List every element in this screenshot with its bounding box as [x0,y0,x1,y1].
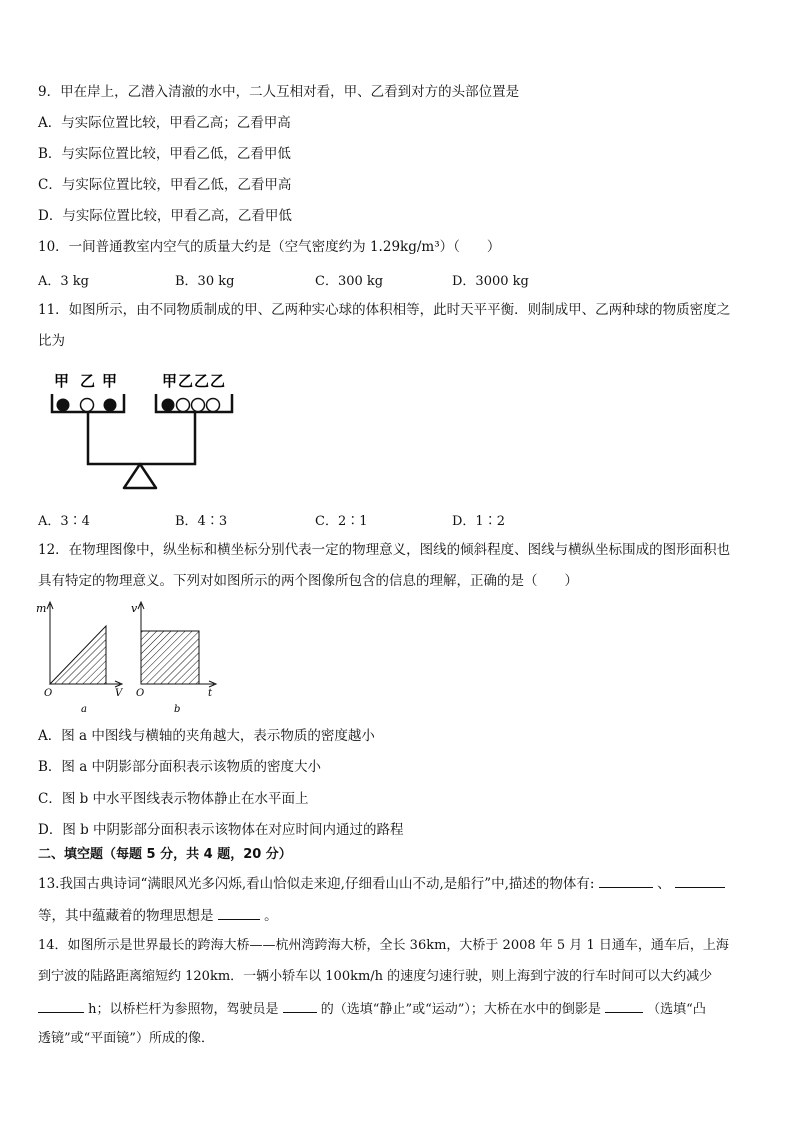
graph-a [36,602,124,715]
q10-option-c: C．300 kg [315,274,384,289]
graph-b-origin: O [136,688,145,699]
right-ball-label-4: 乙 [210,372,226,390]
graph-a-caption: a [81,704,87,715]
q11-stem-line2: 比为 [38,333,65,349]
q12-option-c: C．图 b 中水平图线表示物体静止在水平面上 [38,791,309,807]
q13-blank-3[interactable] [218,906,260,920]
q9-stem: 9．甲在岸上，乙潜入清澈的水中，二人互相对看，甲、乙看到对方的头部位置是 [38,84,520,100]
graph-b-shaded-area [141,631,199,684]
q9-option-d: D．与实际位置比较，甲看乙高，乙看甲低 [38,208,292,224]
q13-line2 [38,906,278,925]
q12-stem-line2: 具有特定的物理意义。下列对如图所示的两个图像所包含的信息的理解，正确的是（ ） [38,573,578,589]
graph-a-y-label: m [36,602,47,615]
q11-option-a: A．3∶4 [38,514,90,529]
q9-option-c: C．与实际位置比较，甲看乙低，乙看甲高 [38,177,292,193]
q13-text: 13.我国古典诗词“满眼风光多闪烁,看山恰似走来迎,仔细看山山不动,是船行”中,描述的物体有: [38,876,595,892]
right-ball-yi-2 [192,399,205,412]
section-heading-fill-in: 二、填空题（每题 5 分，共 4 题，20 分） [38,847,292,862]
left-ball-jia-1 [57,399,70,412]
q12-option-a: A．图 a 中图线与横轴的夹角越大，表示物质的密度越小 [38,728,375,744]
q14-line3-text-a: h；以桥栏杆为参照物，驾驶员是 [88,1002,279,1017]
q14-line4: 透镜”或“平面镜”）所成的像． [38,1031,214,1046]
q9-option-b: B．与实际位置比较，甲看乙低，乙看甲低 [38,146,291,162]
q9-option-a: A．与实际位置比较，甲看乙高；乙看甲高 [38,115,291,131]
q13-line2-end: 。 [264,908,278,924]
q10-option-b: B．30 kg [175,274,235,289]
q14-line3 [38,999,706,1019]
q14-line3-text-c: （选填“凸 [647,1002,706,1017]
graph-a-x-label: V [115,688,123,699]
q11-option-b: B．4∶3 [175,514,228,529]
right-ball-label-1: 甲 [162,372,178,390]
right-ball-label-2: 乙 [178,372,194,390]
q14-line3-text-b: 的（选填“静止”或“运动”）；大桥在水中的倒影是 [320,1002,601,1017]
graph-b [131,602,216,715]
q10-option-a: A．3 kg [38,274,89,289]
q13-line1 [38,874,725,893]
graphs-figure [32,600,232,716]
q14-blank-3[interactable] [605,999,643,1013]
graph-a-origin: O [44,688,53,699]
q10-option-d: D．3000 kg [452,274,529,289]
scale-fulcrum [124,464,156,488]
q13-blank-2[interactable] [675,874,725,888]
q12-stem-line1: 12．在物理图像中，纵坐标和横坐标分别代表一定的物理意义，图线的倾斜程度、图线与横纵坐标围成的图形面积也 [38,542,731,558]
q14-line2: 到宁波的陆路距离缩短约 120km．一辆小轿车以 100km/h 的速度匀速行驶，则上海到宁波的行车时间可以大约减少 [38,969,713,984]
q13-line2-text: 等，其中蕴藏着的物理思想是 [38,908,214,924]
right-ball-yi-3 [207,399,220,412]
q14-blank-2[interactable] [283,999,317,1013]
left-ball-label-3: 甲 [102,372,118,390]
left-ball-yi [81,399,94,412]
q11-stem-line1: 11．如图所示，由不同物质制成的甲、乙两种实心球的体积相等，此时天平平衡．则制成甲、乙两种球的物质密度之 [38,302,731,318]
q13-blank-1[interactable] [599,874,653,888]
q12-option-b: B．图 a 中阴影部分面积表示该物质的密度大小 [38,759,322,775]
left-ball-label-2: 乙 [80,372,96,390]
scale-beam [88,412,195,464]
q12-option-d: D．图 b 中阴影部分面积表示该物体在对应时间内通过的路程 [38,822,404,838]
right-ball-jia [162,399,175,412]
graph-b-y-label: v [131,602,138,615]
right-ball-label-3: 乙 [194,372,210,390]
right-ball-yi-1 [177,399,190,412]
graph-a-shaded-area [50,626,106,684]
balance-scale-figure [44,368,244,496]
q11-options [38,510,758,528]
q11-option-c: C．2∶1 [315,514,368,529]
q14-line1: 14．如图所示是世界最长的跨海大桥——杭州湾跨海大桥，全长 36km，大桥于 2008 年 5 月 1 日通车，通车后，上海 [38,938,729,953]
q14-blank-1[interactable] [38,999,84,1013]
q11-option-d: D．1∶2 [452,514,505,529]
left-ball-jia-2 [104,399,117,412]
q10-options [38,270,758,288]
q10-stem: 10．一间普通教室内空气的质量大约是（空气密度约为 1.29kg/m³）（ ） [38,239,501,255]
left-ball-label-1: 甲 [54,372,70,390]
graph-b-x-label: t [208,688,213,699]
q13-separator: 、 [657,876,671,892]
graph-b-caption: b [174,704,181,715]
